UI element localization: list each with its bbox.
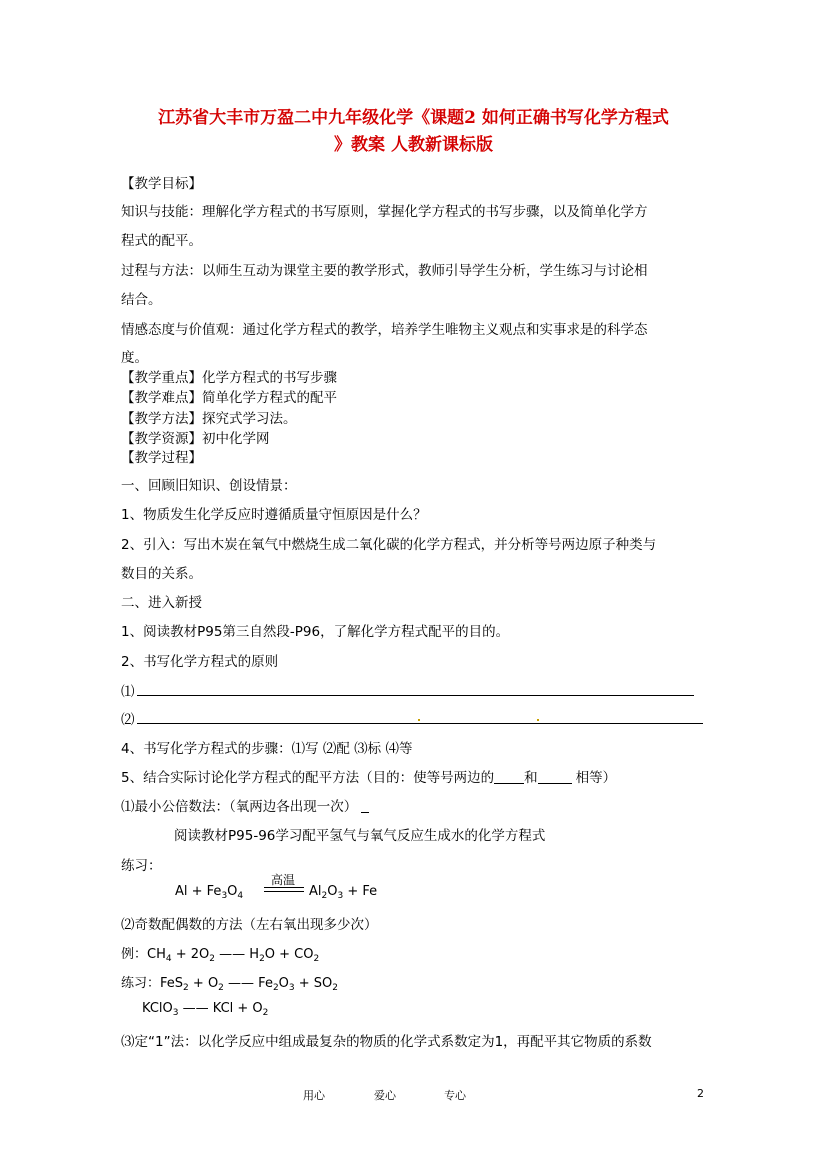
balancing-purpose-prefix: 5、结合实际讨论化学方程式的配平方法（目的：使等号两边的 [121, 770, 495, 786]
teaching-resource: 【教学资源】初中化学网 [121, 431, 270, 447]
question-2-cont: 数目的关系。 [121, 566, 202, 582]
principle-1-blank [137, 695, 694, 696]
footer-right: 专心 [444, 1089, 466, 1102]
objective-knowledge: 知识与技能：理解化学方程式的书写原则，掌握化学方程式的书写步骤，以及简单化学方 [121, 204, 648, 220]
balancing-purpose-suffix: 相等） [575, 770, 617, 786]
stray-dot [537, 719, 539, 721]
balancing-purpose [121, 766, 616, 786]
footer-middle: 爱心 [374, 1089, 396, 1102]
practice-kclo3-reaction: KClO$_3$ —— KCl + $O_2$ [142, 1001, 269, 1018]
double-line-equals [264, 887, 304, 892]
principle-2-label: ⑵ [121, 712, 135, 728]
objective-attitude: 情感态度与价值观：通过化学方程式的教学，培养学生唯物主义观点和实事求是的科学态 [121, 322, 648, 338]
writing-steps: 4、书写化学方程式的步骤：⑴写 ⑵配 ⑶标 ⑷等 [121, 741, 413, 757]
step-read-textbook: 1、阅读教材P95第三自然段-P96，了解化学方程式配平的目的。 [121, 624, 510, 640]
objective-process-cont: 结合。 [121, 292, 162, 308]
objective-attitude-cont: 度。 [121, 350, 148, 366]
reaction-al-fe3o4-left: $Al + Fe_3O_4$ [175, 884, 244, 901]
step-principles: 2、书写化学方程式的原则 [121, 654, 279, 670]
teaching-focus: 【教学重点】化学方程式的书写步骤 [121, 370, 337, 386]
section-objectives-heading: 【教学目标】 [121, 176, 202, 192]
question-1: 1、物质发生化学反应时遵循质量守恒原因是什么？ [121, 507, 427, 523]
teaching-method: 【教学方法】探究式学习法。 [121, 411, 297, 427]
method-lcm: ⑴最小公倍数法：（氧两边各出现一次） [121, 795, 369, 815]
objective-process: 过程与方法：以师生互动为课堂主要的教学形式，教师引导学生分析，学生练习与讨论相 [121, 263, 648, 279]
footer-left: 用心 [303, 1089, 325, 1102]
example-methane-reaction: 例：$CH_4 + 2O_2$ —— $H_2O + CO_2$ [121, 947, 320, 964]
objective-knowledge-cont: 程式的配平。 [121, 233, 202, 249]
practice-label: 练习： [121, 858, 162, 874]
teaching-process-heading: 【教学过程】 [121, 450, 202, 466]
method-odd-even: ⑵奇数配偶数的方法（左右氧出现多少次） [121, 917, 378, 933]
principle-2-blank [137, 723, 703, 724]
document-title-line2: 》教案 人教新课标版 [334, 135, 493, 155]
question-2: 2、引入：写出木炭在氧气中燃烧生成二氧化碳的化学方程式，并分析等号两边原子种类与 [121, 537, 657, 553]
blank-1 [494, 771, 524, 784]
document-title-line1: 江苏省大丰市万盈二中九年级化学《课题2 如何正确书写化学方程式 [158, 108, 669, 128]
stray-dot [418, 719, 420, 721]
balancing-purpose-middle: 和 [524, 770, 538, 786]
practice-fes2-reaction: 练习：$FeS_2 + O_2$ —— $Fe_2O_3 + SO_2$ [121, 976, 339, 993]
part-one-heading: 一、回顾旧知识、创设情景： [121, 478, 297, 494]
page-number: 2 [697, 1087, 704, 1100]
reaction-condition-high-temp: 高温 [271, 873, 296, 887]
blank-2 [538, 771, 572, 784]
teaching-difficulty: 【教学难点】简单化学方程式的配平 [121, 390, 337, 406]
part-two-heading: 二、进入新授 [121, 595, 202, 611]
read-textbook-hydrogen: 阅读教材P95-96学习配平氢气与氧气反应生成水的化学方程式 [174, 828, 546, 844]
principle-1-label: ⑴ [121, 684, 135, 700]
method-set-one: ⑶定“1”法：以化学反应中组成最复杂的物质的化学式系数定为1，再配平其它物质的系数 [121, 1034, 652, 1050]
reaction-al2o3-fe-right: $Al_2O_3 + Fe$ [309, 884, 378, 901]
blank-3 [361, 800, 369, 813]
